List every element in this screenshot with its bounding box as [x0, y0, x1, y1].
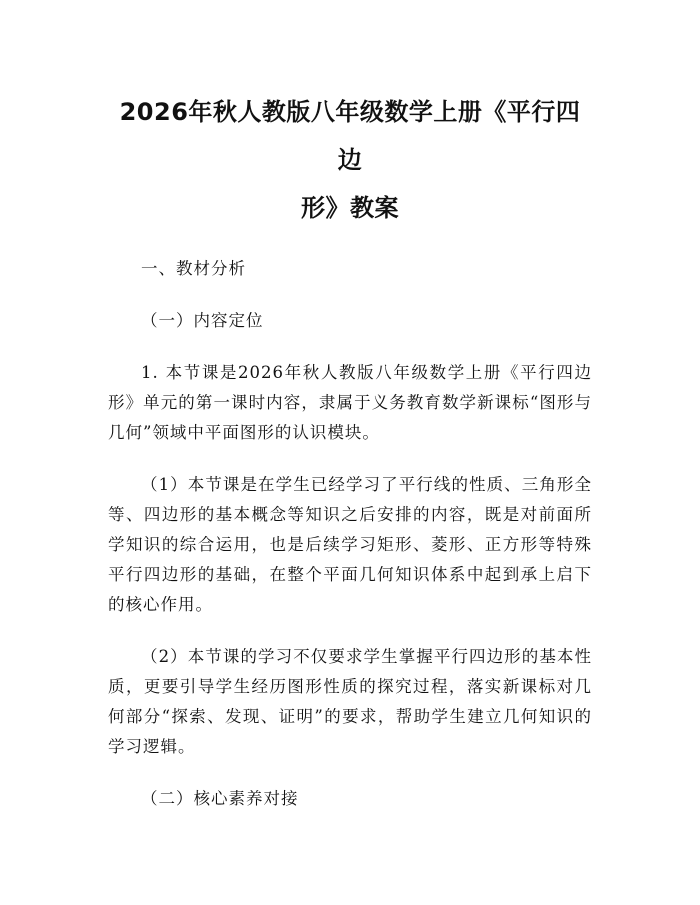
paragraph-lesson-overview: 1. 本节课是2026年秋人教版八年级数学上册《平行四边形》单元的第一课时内容，隶属于义务教育数学新课标“图形与几何”领域中平面图形的认识模块。 [108, 363, 592, 442]
paragraph-prior-knowledge: （1）本节课是在学生已经学习了平行线的性质、三角形全等、四边形的基本概念等知识之后安排的内容，既是对前面所学知识的综合运用，也是后续学习矩形、菱形、正方形等特殊平行四边形的基础，在整个平面几何知识体系中起到承上启下的核心作用。 [108, 475, 592, 614]
subsection-heading-content-positioning: （一）内容定位 [141, 311, 264, 330]
document-title [108, 88, 592, 232]
title-line-2: 形》教案 [301, 194, 399, 222]
subsection-heading-core-literacy: （二）核心素养对接 [141, 789, 299, 808]
document-body [108, 254, 592, 814]
section-heading-teaching-material-analysis: 一、教材分析 [141, 259, 246, 278]
paragraph-learning-goals: （2）本节课的学习不仅要求学生掌握平行四边形的基本性质，更要引导学生经历图形性质的探究过程，落实新课标对几何部分“探索、发现、证明”的要求，帮助学生建立几何知识的学习逻辑。 [108, 647, 592, 756]
title-line-1: 2026年秋人教版八年级数学上册《平行四边 [119, 98, 581, 174]
